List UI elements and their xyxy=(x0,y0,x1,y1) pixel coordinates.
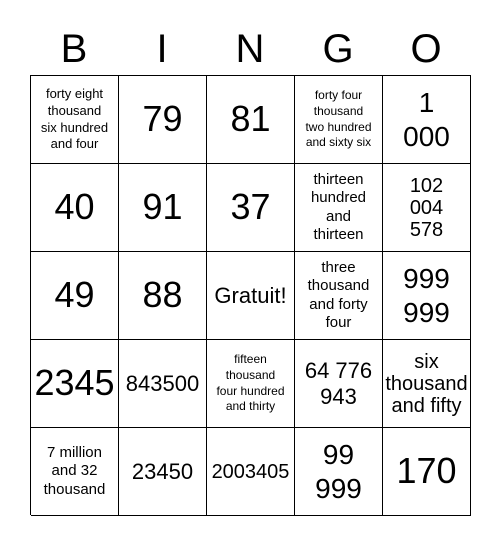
bingo-cell[interactable] xyxy=(295,164,383,252)
cell-text: 843500 xyxy=(125,370,200,396)
bingo-cell[interactable] xyxy=(31,340,119,428)
bingo-cell[interactable] xyxy=(31,164,119,252)
cell-text: 79 xyxy=(142,98,183,140)
cell-text: forty four thousand two hundred and sixty six xyxy=(305,87,372,150)
bingo-cell[interactable] xyxy=(295,76,383,164)
cell-text: 23450 xyxy=(131,458,194,484)
cell-text: 1 000 xyxy=(403,86,450,152)
cell-text: 64 776 943 xyxy=(304,358,373,409)
bingo-cell[interactable] xyxy=(383,252,471,340)
bingo-cell[interactable] xyxy=(207,76,295,164)
header-letter-o: O xyxy=(410,27,442,71)
free-space-text: Gratuit! xyxy=(214,282,287,308)
cell-text: 81 xyxy=(230,98,271,140)
cell-text: thirteen hundred and thirteen xyxy=(310,170,367,243)
bingo-cell[interactable] xyxy=(207,340,295,428)
bingo-cell[interactable] xyxy=(383,340,471,428)
cell-text: 7 million and 32 thousand xyxy=(43,444,106,498)
bingo-cell[interactable] xyxy=(207,428,295,516)
bingo-cell[interactable] xyxy=(31,76,119,164)
header-letter-b: B xyxy=(60,27,88,71)
cell-text: 170 xyxy=(396,450,457,492)
cell-text: six thousand and fifty xyxy=(385,350,468,417)
bingo-header xyxy=(30,24,470,74)
cell-text: 102 004 578 xyxy=(409,174,444,241)
header-letter-g: G xyxy=(322,27,354,71)
cell-text: 999 999 xyxy=(403,262,450,328)
cell-text: 2003405 xyxy=(211,460,290,483)
bingo-cell[interactable] xyxy=(383,428,471,516)
bingo-cell[interactable] xyxy=(119,252,207,340)
bingo-cell[interactable] xyxy=(295,428,383,516)
bingo-cell[interactable] xyxy=(119,164,207,252)
bingo-cell[interactable] xyxy=(383,164,471,252)
cell-text: 91 xyxy=(142,186,183,228)
cell-text: fifteen thousand four hundred and thirty xyxy=(216,351,285,414)
cell-text: 88 xyxy=(142,274,183,316)
bingo-cell[interactable] xyxy=(119,340,207,428)
bingo-cell[interactable] xyxy=(207,164,295,252)
header-letter-n: N xyxy=(235,27,265,71)
cell-text: 49 xyxy=(54,274,95,316)
bingo-card-grid xyxy=(30,75,471,515)
free-space-cell[interactable] xyxy=(207,252,295,340)
bingo-cell[interactable] xyxy=(31,428,119,516)
bingo-cell[interactable] xyxy=(383,76,471,164)
cell-text: forty eight thousand six hundred and four xyxy=(40,86,109,152)
header-letter-i: I xyxy=(156,27,168,71)
bingo-cell[interactable] xyxy=(119,428,207,516)
cell-text: 99 999 xyxy=(315,438,362,504)
bingo-cell[interactable] xyxy=(295,252,383,340)
cell-text: 37 xyxy=(230,186,271,228)
bingo-cell[interactable] xyxy=(31,252,119,340)
cell-text: three thousand and forty four xyxy=(307,258,370,331)
cell-text: 2345 xyxy=(34,362,115,404)
bingo-cell[interactable] xyxy=(295,340,383,428)
bingo-cell[interactable] xyxy=(119,76,207,164)
cell-text: 40 xyxy=(54,186,95,228)
